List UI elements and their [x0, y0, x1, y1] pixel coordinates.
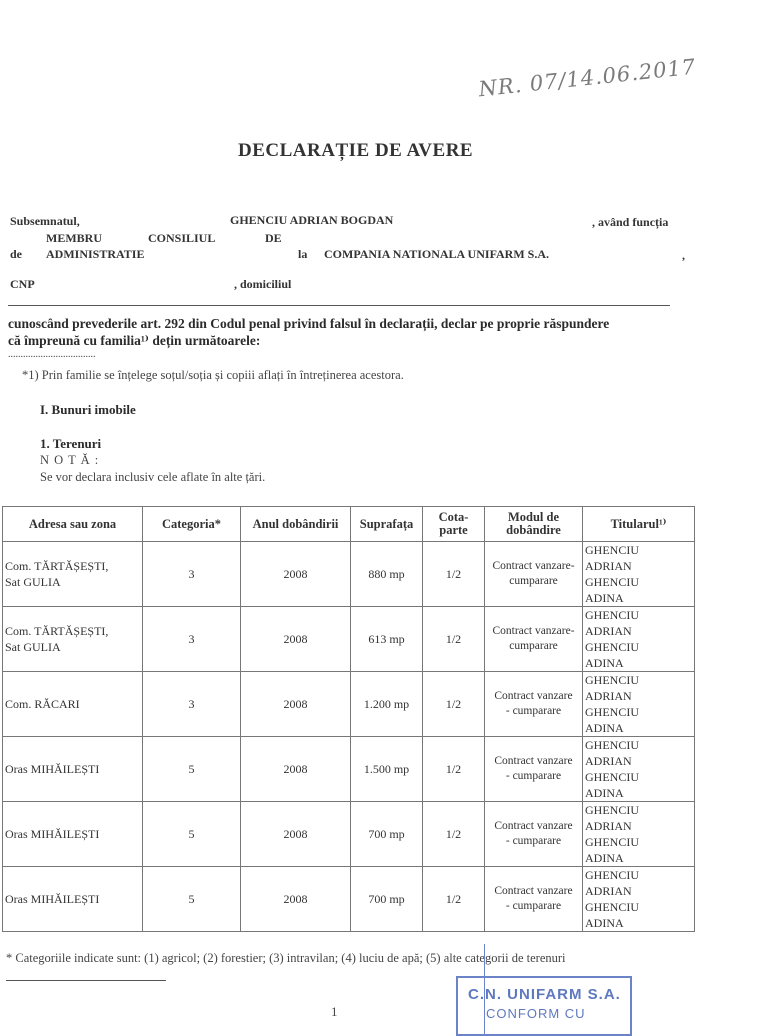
header-modul: Modul de dobândire — [485, 507, 583, 542]
cell-year: 2008 — [241, 672, 351, 737]
cell-category: 3 — [143, 542, 241, 607]
sub-heading: 1. Terenuri — [40, 436, 102, 451]
cell-mode — [485, 802, 583, 867]
mode-line-1: Contract vanzare — [494, 755, 573, 767]
cell-area: 880 mp — [351, 542, 423, 607]
holder-line-2: ADRIAN — [585, 884, 632, 898]
table-row — [3, 672, 695, 737]
cell-category: 5 — [143, 867, 241, 932]
cell-address — [3, 672, 143, 737]
cell-mode — [485, 542, 583, 607]
la-label: la — [298, 247, 308, 261]
cell-category: 3 — [143, 672, 241, 737]
holder-line-4: ADINA — [585, 591, 624, 605]
function-word-de: DE — [265, 231, 282, 245]
table-row — [3, 607, 695, 672]
mode-line-2: cumparare — [509, 640, 558, 652]
nota-text: Se vor declara inclusiv cele aflate în alte țări. — [40, 470, 266, 484]
cell-area: 613 mp — [351, 607, 423, 672]
holder-line-1: GHENCIU — [585, 738, 639, 752]
cell-category: 3 — [143, 607, 241, 672]
section-heading: I. Bunuri imobile — [40, 402, 136, 417]
holder-line-2: ADRIAN — [585, 754, 632, 768]
address-line-1: Oras MIHĂILEȘTI — [5, 762, 100, 776]
holder-line-4: ADINA — [585, 721, 624, 735]
address-line-2: Sat GULIA — [5, 640, 61, 654]
family-footnote: *1) Prin familie se înțelege soțul/soția și copiii aflați în întreținerea acestora. — [22, 368, 404, 382]
header-categoria: Categoria* — [143, 507, 241, 542]
cell-holder — [583, 607, 695, 672]
cell-address — [3, 737, 143, 802]
mode-line-2: - cumparare — [505, 900, 562, 912]
domiciliu-label: , domiciliul — [234, 277, 292, 291]
cnp-label: CNP — [10, 277, 35, 291]
cell-address — [3, 607, 143, 672]
cell-year: 2008 — [241, 737, 351, 802]
registration-note: NR. 07/14.06.2017 — [477, 54, 698, 102]
header-adresa: Adresa sau zona — [3, 507, 143, 542]
holder-line-4: ADINA — [585, 851, 624, 865]
trailing-comma: , — [682, 248, 685, 262]
cell-quota: 1/2 — [423, 542, 485, 607]
header-cota: Cota-parte — [423, 507, 485, 542]
holder-line-3: GHENCIU — [585, 770, 639, 784]
footnote-rule — [6, 980, 166, 981]
holder-line-2: ADRIAN — [585, 819, 632, 833]
mode-line-1: Contract vanzare- — [492, 560, 575, 572]
cell-category: 5 — [143, 737, 241, 802]
mode-line-1: Contract vanzare — [494, 690, 573, 702]
declarant-name: GHENCIU ADRIAN BOGDAN — [230, 213, 394, 227]
header-titularul: Titularul¹⁾ — [583, 507, 695, 542]
cell-year: 2008 — [241, 867, 351, 932]
subsemnatul-label: Subsemnatul, — [10, 214, 80, 228]
holder-line-4: ADINA — [585, 786, 624, 800]
address-line-1: Com. RĂCARI — [5, 697, 80, 711]
cell-category: 5 — [143, 802, 241, 867]
table-row — [3, 867, 695, 932]
function-word-membru: MEMBRU — [46, 231, 102, 245]
cell-area: 700 mp — [351, 802, 423, 867]
cell-mode — [485, 607, 583, 672]
cell-mode — [485, 737, 583, 802]
cell-quota: 1/2 — [423, 607, 485, 672]
holder-line-1: GHENCIU — [585, 543, 639, 557]
statement-dots: ................................... — [8, 349, 96, 360]
de-label: de — [10, 247, 22, 261]
cell-holder — [583, 737, 695, 802]
address-line-2: Sat GULIA — [5, 575, 61, 589]
holder-line-2: ADRIAN — [585, 689, 632, 703]
header-suprafata: Suprafața — [351, 507, 423, 542]
categories-note: * Categoriile indicate sunt: (1) agricol; (2) forestier; (3) intravilan; (4) luciu de apă; (5) alte categorii de terenuri — [6, 951, 566, 965]
holder-line-3: GHENCIU — [585, 835, 639, 849]
land-table — [2, 506, 695, 932]
cell-quota: 1/2 — [423, 802, 485, 867]
cell-quota: 1/2 — [423, 672, 485, 737]
function-word-consiliul: CONSILIUL — [148, 231, 216, 245]
cell-area: 700 mp — [351, 867, 423, 932]
table-row — [3, 737, 695, 802]
cell-address — [3, 802, 143, 867]
address-line-1: Oras MIHĂILEȘTI — [5, 827, 100, 841]
table-row — [3, 542, 695, 607]
cell-mode — [485, 867, 583, 932]
functia-label: , având funcția — [592, 215, 669, 229]
holder-line-1: GHENCIU — [585, 868, 639, 882]
cell-year: 2008 — [241, 542, 351, 607]
mode-line-1: Contract vanzare — [494, 885, 573, 897]
cell-holder — [583, 542, 695, 607]
holder-line-4: ADINA — [585, 916, 624, 930]
holder-line-1: GHENCIU — [585, 803, 639, 817]
mode-line-2: - cumparare — [505, 770, 562, 782]
mode-line-2: - cumparare — [505, 705, 562, 717]
cell-quota: 1/2 — [423, 867, 485, 932]
cell-address — [3, 542, 143, 607]
holder-line-4: ADINA — [585, 656, 624, 670]
holder-line-3: GHENCIU — [585, 575, 639, 589]
holder-line-1: GHENCIU — [585, 673, 639, 687]
mode-line-1: Contract vanzare — [494, 820, 573, 832]
cell-year: 2008 — [241, 802, 351, 867]
cell-area: 1.200 mp — [351, 672, 423, 737]
stamp-line-2: CONFORM CU — [486, 1006, 586, 1021]
function-value: ADMINISTRATIE — [46, 247, 145, 261]
holder-line-2: ADRIAN — [585, 624, 632, 638]
employer-name: COMPANIA NATIONALA UNIFARM S.A. — [324, 247, 549, 261]
holder-line-3: GHENCIU — [585, 705, 639, 719]
mode-line-2: - cumparare — [505, 835, 562, 847]
cell-quota: 1/2 — [423, 737, 485, 802]
cell-holder — [583, 802, 695, 867]
mode-line-2: cumparare — [509, 575, 558, 587]
cell-holder — [583, 867, 695, 932]
mode-line-1: Contract vanzare- — [492, 625, 575, 637]
header-anul: Anul dobândirii — [241, 507, 351, 542]
cell-mode — [485, 672, 583, 737]
address-line-1: Com. TĂRTĂȘEȘTI, — [5, 624, 109, 638]
holder-line-2: ADRIAN — [585, 559, 632, 573]
table-row — [3, 802, 695, 867]
document-title: DECLARAȚIE DE AVERE — [238, 140, 474, 161]
separator-line — [8, 305, 670, 306]
cell-address — [3, 867, 143, 932]
statement-line-2: că împreună cu familia¹⁾ dețin următoarele: — [8, 333, 261, 348]
holder-line-1: GHENCIU — [585, 608, 639, 622]
cell-year: 2008 — [241, 607, 351, 672]
address-line-1: Oras MIHĂILEȘTI — [5, 892, 100, 906]
statement-line-1: cunoscând prevederile art. 292 din Codul penal privind falsul în declarații, declar pe proprie răspundere — [8, 316, 610, 331]
holder-line-3: GHENCIU — [585, 640, 639, 654]
cell-holder — [583, 672, 695, 737]
company-stamp — [456, 976, 632, 1036]
table-header-row — [3, 507, 695, 542]
cell-area: 1.500 mp — [351, 737, 423, 802]
holder-line-3: GHENCIU — [585, 900, 639, 914]
nota-label: N O T Ă : — [40, 453, 100, 467]
address-line-1: Com. TĂRTĂȘEȘTI, — [5, 559, 109, 573]
stamp-line-1: C.N. UNIFARM S.A. — [468, 986, 621, 1003]
page-number: 1 — [331, 1004, 338, 1019]
